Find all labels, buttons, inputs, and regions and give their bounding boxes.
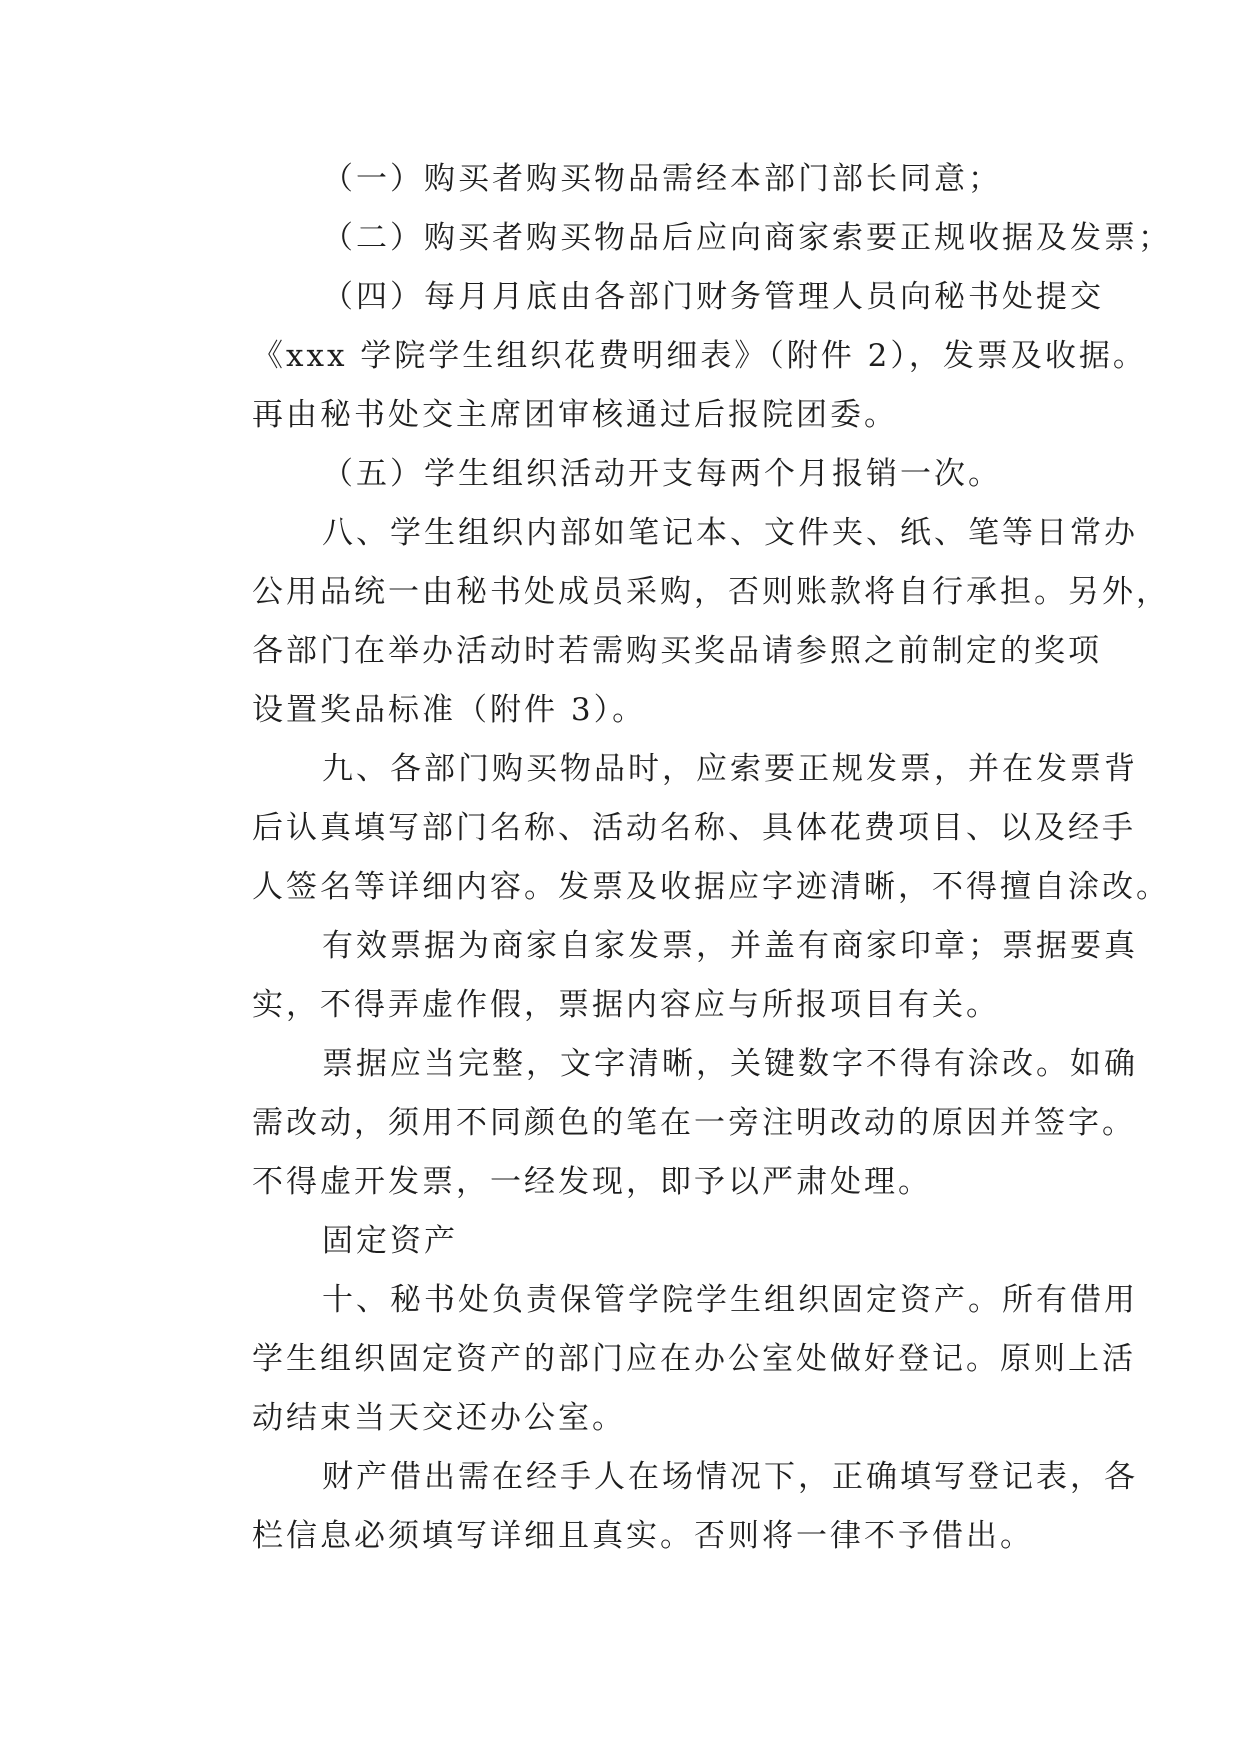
text-line: 有效票据为商家自家发票，并盖有商家印章；票据要真 (322, 928, 1138, 964)
paragraph-item-ten (190, 1271, 1138, 1448)
text-line: 人签名等详细内容。发票及收据应字迹清晰，不得擅自涂改。 (252, 869, 1170, 905)
text-line: 设置奖品标准（附件 3）。 (252, 692, 647, 728)
text-line: 需改动，须用不同颜色的笔在一旁注明改动的原因并签字。 (252, 1105, 1136, 1141)
text-line: 固定资产 (322, 1223, 458, 1259)
text-line: 栏信息必须填写详细且真实。否则将一律不予借出。 (252, 1518, 1034, 1554)
paragraph-item-eight (190, 504, 1170, 740)
paragraph-asset-lending (190, 1448, 1138, 1566)
paragraph-purchase-approval (190, 150, 1050, 209)
text-line: 再由秘书处交主席团审核通过后报院团委。 (252, 397, 898, 433)
section-heading-fixed-assets (190, 1212, 1050, 1271)
text-line: 不得虚开发票，一经发现，即予以严肃处理。 (252, 1164, 932, 1200)
text-line: 十、秘书处负责保管学院学生组织固定资产。所有借用 (322, 1282, 1138, 1318)
text-line: 后认真填写部门名称、活动名称、具体花费项目、以及经手 (252, 810, 1136, 846)
paragraph-valid-receipts (190, 917, 1138, 1035)
paragraph-reimbursement-cycle (190, 445, 1050, 504)
paragraph-item-nine (190, 740, 1170, 917)
text-line: （一）购买者购买物品需经本部门部长同意； (322, 161, 1002, 197)
text-line: 票据应当完整，文字清晰，关键数字不得有涂改。如确 (322, 1046, 1138, 1082)
paragraph-receipt-request (190, 209, 1172, 268)
text-line: （四）每月月底由各部门财务管理人员向秘书处提交 (322, 279, 1104, 315)
text-line: 《xxx 学院学生组织花费明细表》（附件 2），发票及收据。 (252, 338, 1147, 374)
text-line: 公用品统一由秘书处成员采购，否则账款将自行承担。另外， (252, 574, 1170, 610)
text-line: 学生组织固定资产的部门应在办公室处做好登记。原则上活 (252, 1341, 1136, 1377)
text-line: （二）购买者购买物品后应向商家索要正规收据及发票； (322, 220, 1172, 256)
paragraph-monthly-submission (190, 268, 1147, 445)
text-line: 动结束当天交还办公室。 (252, 1400, 626, 1436)
text-line: 八、学生组织内部如笔记本、文件夹、纸、笔等日常办 (322, 515, 1138, 551)
text-line: 九、各部门购买物品时，应索要正规发票，并在发票背 (322, 751, 1138, 787)
text-line: 实，不得弄虚作假，票据内容应与所报项目有关。 (252, 987, 1000, 1023)
paragraph-receipt-integrity (190, 1035, 1138, 1212)
text-line: 各部门在举办活动时若需购买奖品请参照之前制定的奖项 (252, 633, 1102, 669)
document-body (190, 150, 1172, 1566)
text-line: （五）学生组织活动开支每两个月报销一次。 (322, 456, 1002, 492)
text-line: 财产借出需在经手人在场情况下，正确填写登记表，各 (322, 1459, 1138, 1495)
